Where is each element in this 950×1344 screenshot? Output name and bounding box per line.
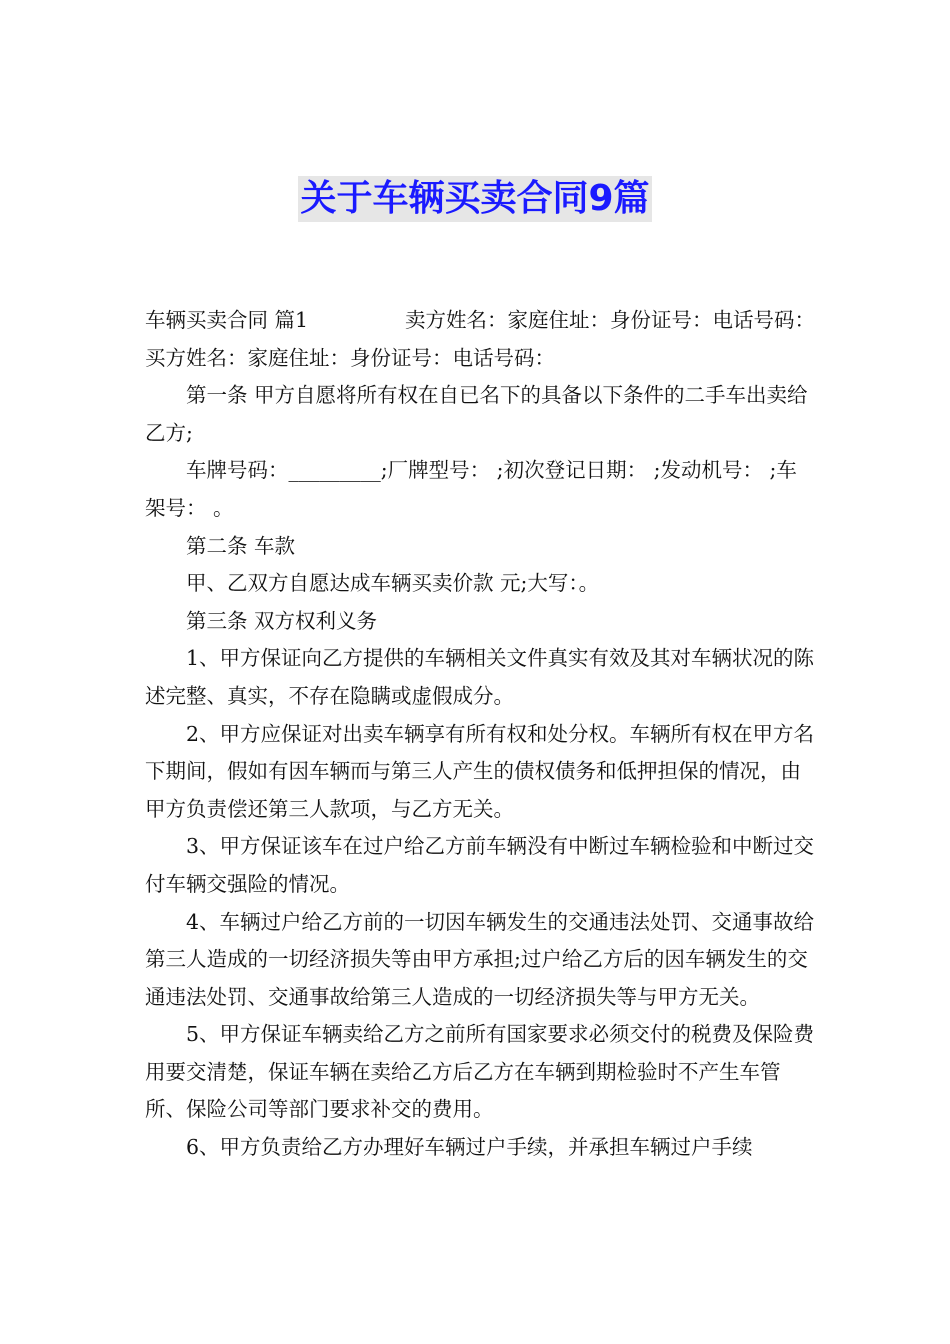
- paragraph: 5、甲方保证车辆卖给乙方之前所有国家要求必须交付的税费及保险费用要交清楚，保证车辆在卖给乙方后乙方在车辆到期检验时不产生车管所、保险公司等部门要求补交的费用。: [145, 1022, 815, 1122]
- paragraph: 第一条 甲方自愿将所有权在自已名下的具备以下条件的二手车出卖给乙方;: [145, 383, 808, 445]
- buyer-line: 买方姓名：家庭住址：身份证号：电话号码：: [145, 345, 555, 370]
- paragraph: 第二条 车款: [186, 533, 296, 558]
- paragraph: 6、甲方负责给乙方办理好车辆过户手续，并承担车辆过户手续: [186, 1135, 753, 1160]
- paragraph: 第三条 双方权利义务: [186, 608, 378, 633]
- paragraph: 车牌号码：_________;厂牌型号： ;初次登记日期： ;发动机号： ;车架号： 。: [145, 458, 797, 520]
- paragraph: 甲、乙双方自愿达成车辆买卖价款 元;大写：。: [186, 571, 600, 596]
- paragraph: 3、甲方保证该车在过户给乙方前车辆没有中断过车辆检验和中断过交付车辆交强险的情况。: [145, 834, 815, 896]
- heading-line: [145, 302, 815, 340]
- seller-line: 卖方姓名：家庭住址：身份证号：电话号码：: [405, 308, 815, 332]
- paragraph: 4、车辆过户给乙方前的一切因车辆发生的交通违法处罚、交通事故给第三人造成的一切经济损失等由甲方承担;过户给乙方后的因车辆发生的交通违法处罚、交通事故给第三人造成的一切经济损失等与甲方无关。: [145, 909, 815, 1009]
- document-body: [145, 302, 815, 1167]
- document-title: 关于车辆买卖合同9篇: [298, 176, 651, 222]
- paragraph: 1、甲方保证向乙方提供的车辆相关文件真实有效及其对车辆状况的陈述完整、真实，不存在隐瞒或虚假成分。: [145, 646, 815, 708]
- contract-heading: 车辆买卖合同 篇1: [145, 308, 309, 332]
- title-container: [0, 176, 950, 222]
- paragraph: 2、甲方应保证对出卖车辆享有所有权和处分权。车辆所有权在甲方名下期间，假如有因车辆而与第三人产生的债权债务和低押担保的情况，由甲方负责偿还第三人款项，与乙方无关。: [145, 721, 815, 821]
